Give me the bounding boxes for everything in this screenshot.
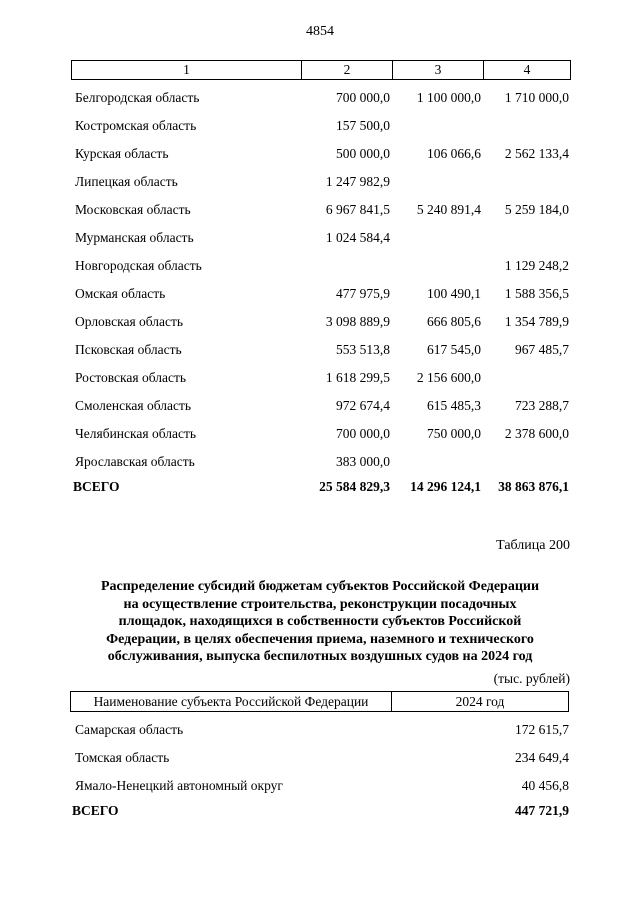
page-number: 4854: [306, 24, 334, 39]
table1-total-row: [71, 477, 569, 497]
table1-header-col2: 2: [302, 61, 393, 79]
region-name: Ростовская область: [75, 370, 186, 385]
value-2024: 234 649,4: [515, 750, 569, 765]
region-name: Ямало-Ненецкий автономный округ: [75, 778, 283, 793]
value-col2: 1 618 299,5: [325, 370, 390, 385]
table2-title-line: обслуживания, выпуска беспилотных воздушных судов на 2024 год: [107, 649, 533, 664]
table-row: [71, 392, 569, 420]
region-name: Новгородская область: [75, 258, 202, 273]
table2-title-line: на осуществление строительства, реконструкции посадочных: [123, 596, 517, 612]
table1-header-row: [71, 60, 571, 80]
region-name: Орловская область: [75, 314, 184, 329]
value-col4: 1 129 248,2: [504, 258, 569, 273]
table1-total-col4: 38 863 876,1: [498, 479, 569, 494]
value-col2: 6 967 841,5: [325, 202, 390, 217]
value-col4: 5 259 184,0: [504, 202, 569, 217]
value-col3: 106 066,6: [427, 146, 481, 161]
region-name: Московская область: [75, 202, 191, 217]
table2-title-line: площадок, находящихся в собственности субъектов Российской: [118, 614, 522, 629]
region-name: Курская область: [75, 146, 169, 161]
table-row: [70, 744, 569, 772]
value-col4: 2 378 600,0: [504, 426, 569, 441]
region-name: Челябинская область: [75, 426, 197, 441]
value-col4: 1 354 789,9: [504, 314, 569, 329]
table-number-label: Таблица 200: [496, 538, 570, 553]
region-name: Мурманская область: [75, 230, 194, 245]
value-col2: 700 000,0: [336, 90, 390, 105]
region-name: Ярославская область: [75, 454, 195, 469]
region-name: Томская область: [75, 750, 170, 765]
value-col3: 2 156 600,0: [416, 370, 481, 385]
region-name: Омская область: [75, 286, 166, 301]
table-row: [71, 224, 569, 252]
value-col2: 157 500,0: [336, 118, 390, 133]
table2-total-label: ВСЕГО: [72, 803, 119, 818]
table1-body: [71, 84, 569, 476]
table-row: [71, 448, 569, 476]
value-col4: 2 562 133,4: [504, 146, 569, 161]
units-label: (тыс. рублей): [493, 671, 570, 686]
table2-header-row: [70, 691, 569, 712]
value-col2: 1 024 584,4: [325, 230, 390, 245]
table-row: [70, 772, 569, 800]
table-row: [71, 196, 569, 224]
region-name: Смоленская область: [75, 398, 192, 413]
table1-header-col3: 3: [393, 61, 484, 79]
table2-header-year: 2024 год: [455, 694, 505, 709]
table1-total-col3: 14 296 124,1: [410, 479, 481, 494]
table2-body: [70, 716, 569, 800]
region-name: Липецкая область: [75, 174, 178, 189]
table2-total-row: [70, 801, 569, 821]
value-col2: 972 674,4: [336, 398, 390, 413]
table-row: [70, 716, 569, 744]
value-col3: 666 805,6: [427, 314, 481, 329]
region-name: Самарская область: [75, 722, 184, 737]
table-row: [71, 252, 569, 280]
region-name: Костромская область: [75, 118, 197, 133]
value-col2: 700 000,0: [336, 426, 390, 441]
table1-total-label: ВСЕГО: [73, 479, 120, 494]
value-col4: 967 485,7: [515, 342, 569, 357]
value-col3: 617 545,0: [427, 342, 481, 357]
table-row: [71, 84, 569, 112]
region-name: Псковская область: [75, 342, 182, 357]
table2-header-name: Наименование субъекта Российской Федерации: [71, 692, 392, 711]
value-col4: 723 288,7: [515, 398, 569, 413]
table-row: [71, 112, 569, 140]
table2-title-line: Распределение субсидий бюджетам субъектов Российской Федерации: [100, 579, 540, 594]
value-col4: 1 588 356,5: [504, 286, 569, 301]
region-name: Белгородская область: [75, 90, 200, 105]
table1-header-col1: 1: [72, 61, 302, 79]
value-col3: 615 485,3: [427, 398, 481, 413]
value-col4: 1 710 000,0: [504, 90, 569, 105]
value-col2: 477 975,9: [336, 286, 390, 301]
table-row: [71, 140, 569, 168]
table-row: [71, 308, 569, 336]
table-row: [71, 364, 569, 392]
table-row: [71, 168, 569, 196]
value-col2: 500 000,0: [336, 146, 390, 161]
table-row: [71, 280, 569, 308]
table-row: [71, 336, 569, 364]
value-col2: 3 098 889,9: [325, 314, 390, 329]
table2-title-line: Федерации, в целях обеспечения приема, наземного и технического: [106, 631, 534, 647]
value-col3: 5 240 891,4: [416, 202, 481, 217]
value-2024: 40 456,8: [521, 778, 569, 793]
value-col3: 750 000,0: [427, 426, 481, 441]
value-col2: 1 247 982,9: [325, 174, 390, 189]
value-2024: 172 615,7: [515, 722, 569, 737]
table1-total-col2: 25 584 829,3: [319, 479, 390, 494]
table1-header-col4: 4: [523, 62, 531, 77]
value-col3: 1 100 000,0: [416, 90, 481, 105]
value-col2: 553 513,8: [336, 342, 390, 357]
table2-total-value: 447 721,9: [515, 803, 569, 818]
table2-title: [70, 578, 570, 666]
table-row: [71, 420, 569, 448]
value-col2: 383 000,0: [336, 454, 390, 469]
value-col3: 100 490,1: [427, 286, 481, 301]
